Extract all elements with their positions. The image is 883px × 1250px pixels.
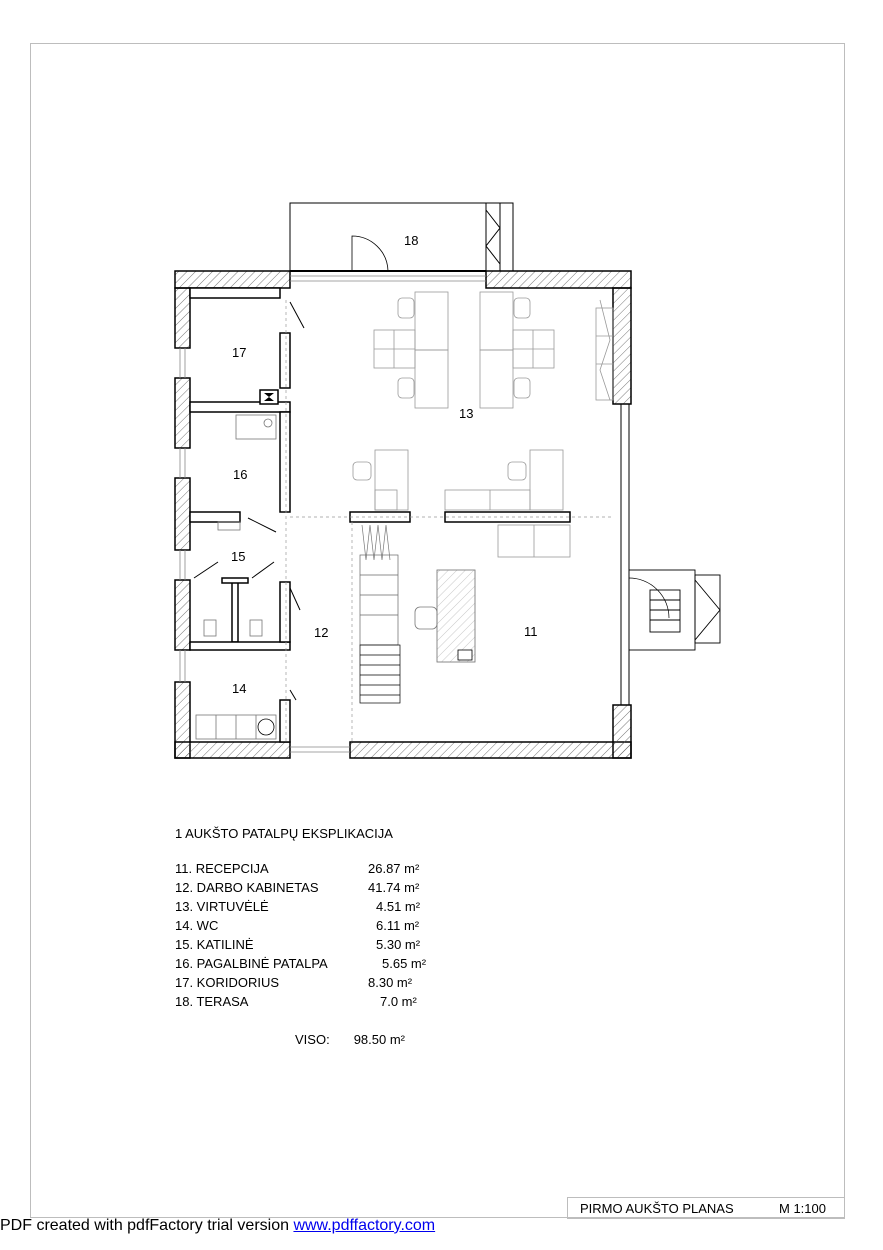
legend-room-area: 7.0 m²: [380, 994, 417, 1009]
legend-row: [175, 956, 475, 975]
legend-room-name: 16. PAGALBINĖ PATALPA: [175, 956, 328, 971]
legend-row: [175, 994, 475, 1013]
entrance-porch: [629, 570, 720, 650]
legend-title: 1 AUKŠTO PATALPŲ EKSPLIKACIJA: [175, 826, 393, 841]
staircase: [360, 525, 400, 703]
room-14-label: 14: [232, 681, 247, 696]
terrace-outline: [290, 203, 513, 271]
plan-scale: M 1:100: [779, 1201, 826, 1216]
room-15-label: 15: [231, 549, 246, 564]
room-12-label: 12: [314, 625, 329, 640]
room-17-label: 17: [232, 345, 247, 360]
legend-row: [175, 899, 475, 918]
legend-room-area: 5.30 m²: [376, 937, 421, 952]
legend-room-area: 41.74 m²: [368, 880, 420, 895]
legend-room-name: 12. DARBO KABINETAS: [175, 880, 319, 895]
plan-title: PIRMO AUKŠTO PLANAS: [580, 1201, 734, 1216]
total-label: VISO:: [295, 1032, 330, 1047]
room-18-label: 18: [404, 233, 419, 248]
legend-room-name: 17. KORIDORIUS: [175, 975, 280, 990]
legend-row: [175, 937, 475, 956]
legend-room-area: 5.65 m²: [382, 956, 427, 971]
legend-room-area: 26.87 m²: [368, 861, 420, 876]
room-16-label: 16: [233, 467, 248, 482]
reception-desk: [415, 570, 475, 662]
legend-room-area: 4.51 m²: [376, 899, 421, 914]
pdffactory-link[interactable]: www.pdffactory.com: [293, 1217, 436, 1234]
room-13-label: 13: [459, 406, 474, 421]
legend-row: [175, 861, 475, 880]
pdf-footer: [0, 1217, 435, 1235]
legend-room-name: 14. WC: [175, 918, 219, 933]
boiler-icon: [260, 390, 278, 404]
footer-text: PDF created with pdfFactory trial version: [0, 1217, 294, 1234]
legend-room-name: 13. VIRTUVĖLĖ: [175, 899, 269, 914]
legend-room-name: 15. KATILINĖ: [175, 937, 254, 952]
total-value: 98.50 m²: [353, 1032, 405, 1047]
legend-row: [175, 975, 475, 994]
legend-room-name: 18. TERASA: [175, 994, 249, 1009]
room-11-label: 11: [524, 624, 538, 639]
legend-room-name: 11. RECEPCIJA: [175, 861, 269, 876]
legend-room-area: 8.30 m²: [368, 975, 413, 990]
room-explication-table: [175, 826, 475, 1013]
legend-row: [175, 918, 475, 937]
legend-total: [295, 1032, 405, 1047]
legend-room-area: 6.11 m²: [376, 918, 420, 933]
title-block: [567, 1197, 845, 1219]
legend-row: [175, 880, 475, 899]
